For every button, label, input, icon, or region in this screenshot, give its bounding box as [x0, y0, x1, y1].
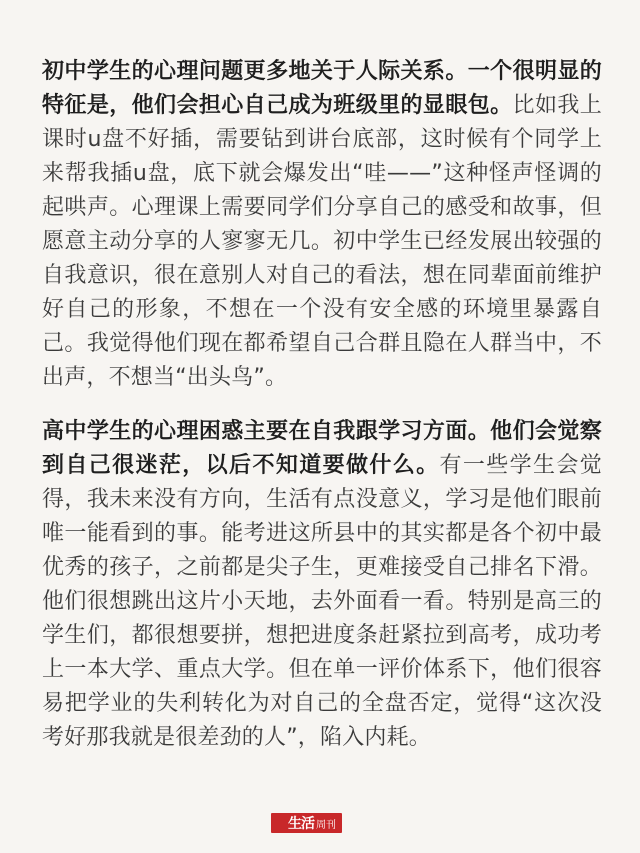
article-body	[42, 55, 602, 755]
paragraph-lead: 初中学生的心理问题更多地关于人际关系。一个很明显的特征是，他们会担心自己成为班级里的显眼包。	[42, 59, 602, 118]
paragraph-text: 有一些学生会觉得，我未来没有方向，生活有点没意义，学习是他们眼前唯一能看到的事。能考进这所县中的其实都是各个初中最优秀的孩子，之前都是尖子生，更难接受自己排名下滑。他们很想跳出这片小天地，去外面看一看。特别是高三的学生们，都很想要拼，想把进度条赶紧拉到高考，成功考上一本大学、重点大学。但在单一评价体系下，他们很容易把学业的失利转化为对自己的全盘否定，觉得“这次没考好那我就是很差劲的人”，陷入内耗。	[42, 453, 602, 750]
paragraph-lead: 高中学生的心理困惑主要在自我跟学习方面。他们会觉察到自己很迷茫，以后不知道要做什么。	[42, 419, 602, 478]
sanlian-lifeweek-logo	[271, 813, 342, 833]
paragraph-junior-high	[42, 55, 602, 395]
paragraph-text: 比如我上课时u盘不好插，需要钻到讲台底部，这时候有个同学上来帮我插u盘，底下就会爆发出“哇——”这种怪声怪调的起哄声。心理课上需要同学们分享自己的感受和故事，但愿意主动分享的人寥寥无几。初中学生已经发展出较强的自我意识，很在意别人对自己的看法，想在同辈面前维护好自己的形象，不想在一个没有安全感的环境里暴露自己。我觉得他们现在都希望自己合群且隐在人群当中，不出声，不想当“出头鸟”。	[42, 93, 603, 390]
logo-main-text: 生活	[288, 816, 314, 832]
paragraph-senior-high	[42, 415, 602, 755]
logo-sub-text: 周刊	[316, 819, 336, 831]
